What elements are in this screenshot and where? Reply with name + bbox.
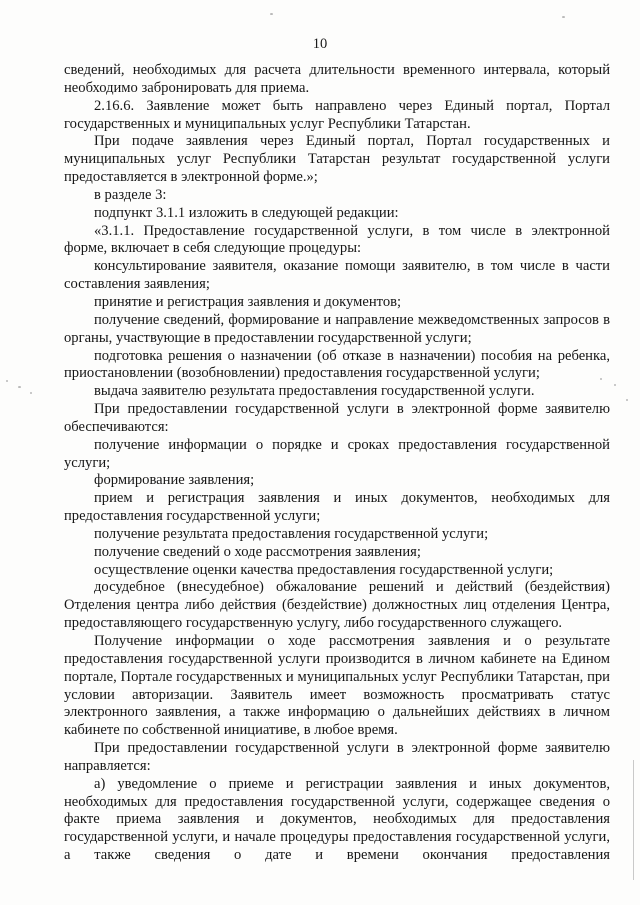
scan-speck — [270, 13, 273, 15]
scan-speck — [614, 384, 616, 386]
scan-speck — [600, 378, 602, 380]
paragraph: осуществление оценки качества предоставления государственной услуги; — [94, 561, 554, 578]
paragraph: принятие и регистрация заявления и документов; — [94, 293, 402, 310]
scan-speck — [18, 386, 21, 388]
scan-speck — [6, 380, 8, 382]
document-body — [64, 62, 610, 865]
paragraph: досудебное (внесудебное) обжалование решений и действий (бездействия) Отделения центра либо действия (бездействие) должностных лиц отделения Центра, предоставляющего государственную услугу, либо государственного служащего. — [64, 579, 610, 632]
paragraph: получение сведений, формирование и направление межведомственных запросов в органы, участвующие в предоставлении государственной услуги; — [64, 311, 610, 346]
paragraph: подпункт 3.1.1 изложить в следующей редакции: — [94, 204, 399, 221]
paragraph: 2.16.6. Заявление может быть направлено через Единый портал, Портал государственных и муниципальных услуг Республики Татарстан. — [64, 97, 610, 132]
paragraph: получение результата предоставления государственной услуги; — [94, 525, 489, 542]
paragraph: При подаче заявления через Единый портал, Портал государственных и муниципальных услуг Республики Татарстан результат государственной услуги предоставляется в электронной форме.»; — [64, 133, 610, 186]
paragraph: выдача заявителю результата предоставления государственной услуги. — [94, 383, 535, 400]
paragraph: «3.1.1. Предоставление государственной услуги, в том числе в электронной форме, включает в себя следующие процедуры: — [64, 222, 610, 257]
paragraph: консультирование заявителя, оказание помощи заявителю, в том числе в части составления заявления; — [64, 258, 610, 293]
scan-speck — [562, 16, 565, 18]
scan-speck — [626, 399, 628, 401]
paragraph: прием и регистрация заявления и иных документов, необходимых для предоставления государственной услуги; — [64, 490, 610, 525]
page-number: 10 — [312, 36, 328, 52]
paragraph: а) уведомление о приеме и регистрации заявления и иных документов, необходимых для предоставления государственной услуги, содержащее сведения о факте приема заявления и документов, необходимых для предоставления государственной услуги, и начале процедуры предоставления государственной услуги, а также сведения о дате и времени окончания предоставления — [64, 775, 610, 864]
paragraph: получение информации о порядке и сроках предоставления государственной услуги; — [64, 436, 610, 471]
scan-speck — [30, 392, 32, 394]
paragraph: При предоставлении государственной услуги в электронной форме заявителю обеспечиваются: — [64, 401, 610, 435]
paragraph: получение сведений о ходе рассмотрения заявления; — [94, 543, 421, 560]
paragraph: сведений, необходимых для расчета длительности временного интервала, который необходимо забронировать для приема. — [64, 62, 610, 96]
scan-edge — [633, 760, 634, 880]
paragraph: Получение информации о ходе рассмотрения заявления и о результате предоставления государственной услуги производится в личном кабинете на Едином портале, Портале государственных и муниципальных услуг Республики Татарстан, при условии авторизации. Заявитель имеет возможность просматривать статус электронного заявления, а также информацию о дальнейших действиях в личном кабинете по собственной инициативе, в любое время. — [64, 633, 610, 739]
paragraph: подготовка решения о назначении (об отказе в назначении) пособия на ребенка, приостановлении (возобновлении) предоставления государственной услуги; — [64, 347, 610, 382]
paragraph: в разделе 3: — [94, 186, 167, 203]
paragraph: При предоставлении государственной услуги в электронной форме заявителю направляется: — [64, 740, 610, 774]
paragraph: формирование заявления; — [94, 472, 255, 489]
